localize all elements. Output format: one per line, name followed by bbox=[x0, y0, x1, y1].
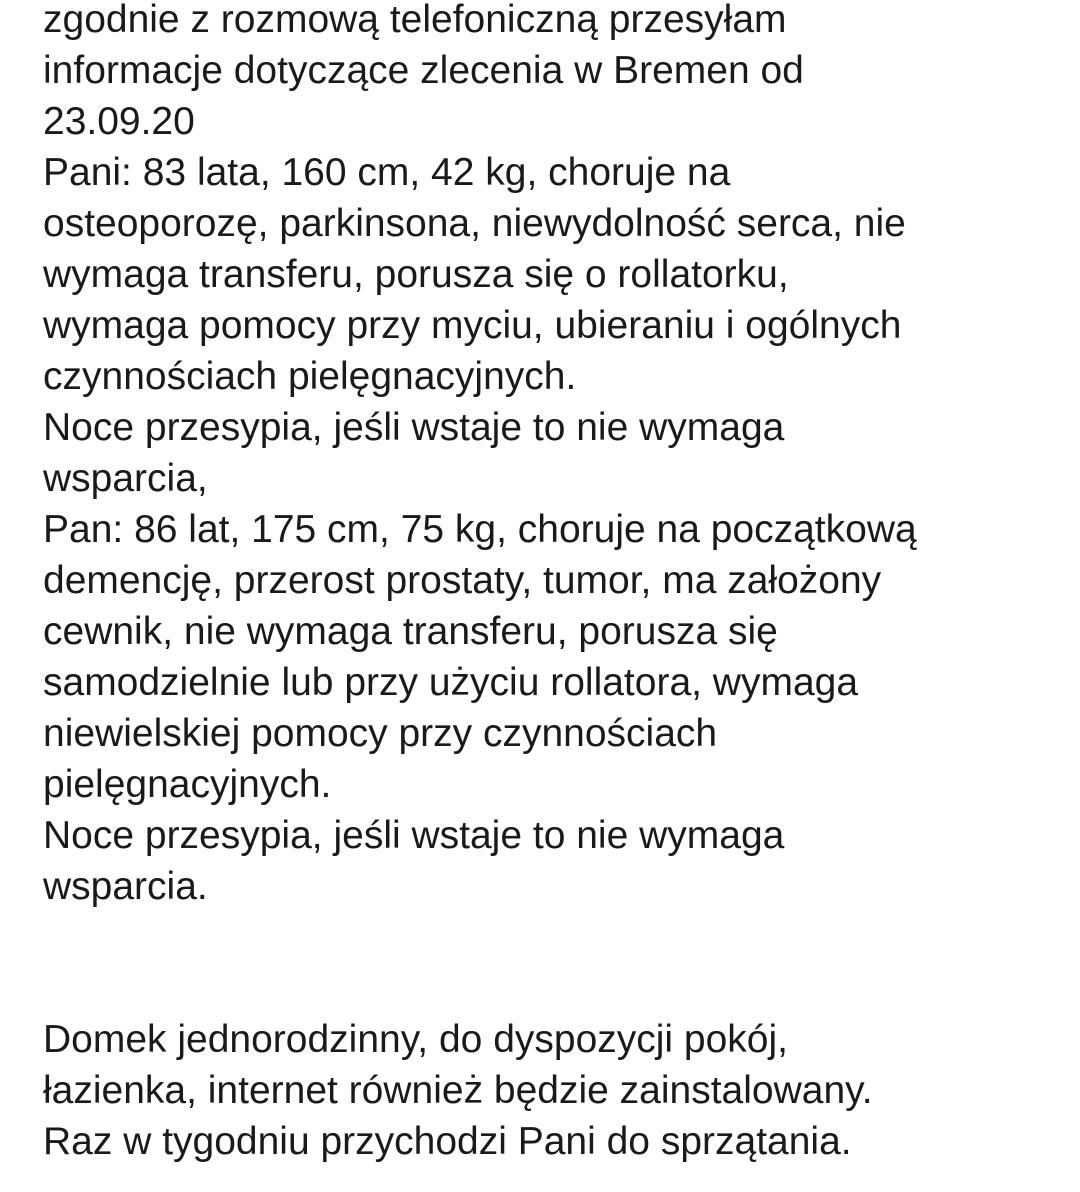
message-line: zgodnie z rozmową telefoniczną przesyłam bbox=[43, 0, 787, 41]
message-line: informacje dotyczące zlecenia w Bremen od bbox=[43, 49, 804, 92]
message-line: Pani: 83 lata, 160 cm, 42 kg, choruje na bbox=[43, 151, 731, 194]
message-line: pielęgnacyjnych. bbox=[43, 763, 332, 806]
message-line: niewielskiej pomocy przy czynnościach bbox=[43, 712, 718, 755]
message-line: Noce przesypia, jeśli wstaje to nie wymaga bbox=[43, 814, 785, 857]
message-line: cewnik, nie wymaga transferu, porusza się bbox=[43, 610, 778, 653]
blank-line bbox=[43, 912, 1043, 963]
footer-line: Domek jednorodzinny, do dyspozycji pokój, bbox=[43, 1018, 788, 1061]
footer-line: łazienka, internet również będzie zainstalowany. bbox=[43, 1069, 873, 1112]
message-line: czynnościach pielęgnacyjnych. bbox=[43, 355, 577, 398]
blank-line bbox=[43, 963, 1043, 1014]
message-line: 23.09.20 bbox=[43, 100, 195, 143]
message-line: Pan: 86 lat, 175 cm, 75 kg, choruje na początkową bbox=[43, 508, 917, 551]
message-line: osteoporozę, parkinsona, niewydolność serca, nie bbox=[43, 202, 906, 245]
message-line: wsparcia. bbox=[43, 865, 208, 908]
message-line: samodzielnie lub przy użyciu rollatora, wymaga bbox=[43, 661, 859, 704]
message-body bbox=[43, 0, 1043, 1167]
message-line: demencję, przerost prostaty, tumor, ma założony bbox=[43, 559, 882, 602]
message-line: wsparcia, bbox=[43, 457, 208, 500]
message-line: Noce przesypia, jeśli wstaje to nie wymaga bbox=[43, 406, 785, 449]
message-line: wymaga pomocy przy myciu, ubieraniu i ogólnych bbox=[43, 304, 902, 347]
footer-line: Raz w tygodniu przychodzi Pani do sprzątania. bbox=[43, 1120, 852, 1163]
message-line: wymaga transferu, porusza się o rollatorku, bbox=[43, 253, 789, 296]
